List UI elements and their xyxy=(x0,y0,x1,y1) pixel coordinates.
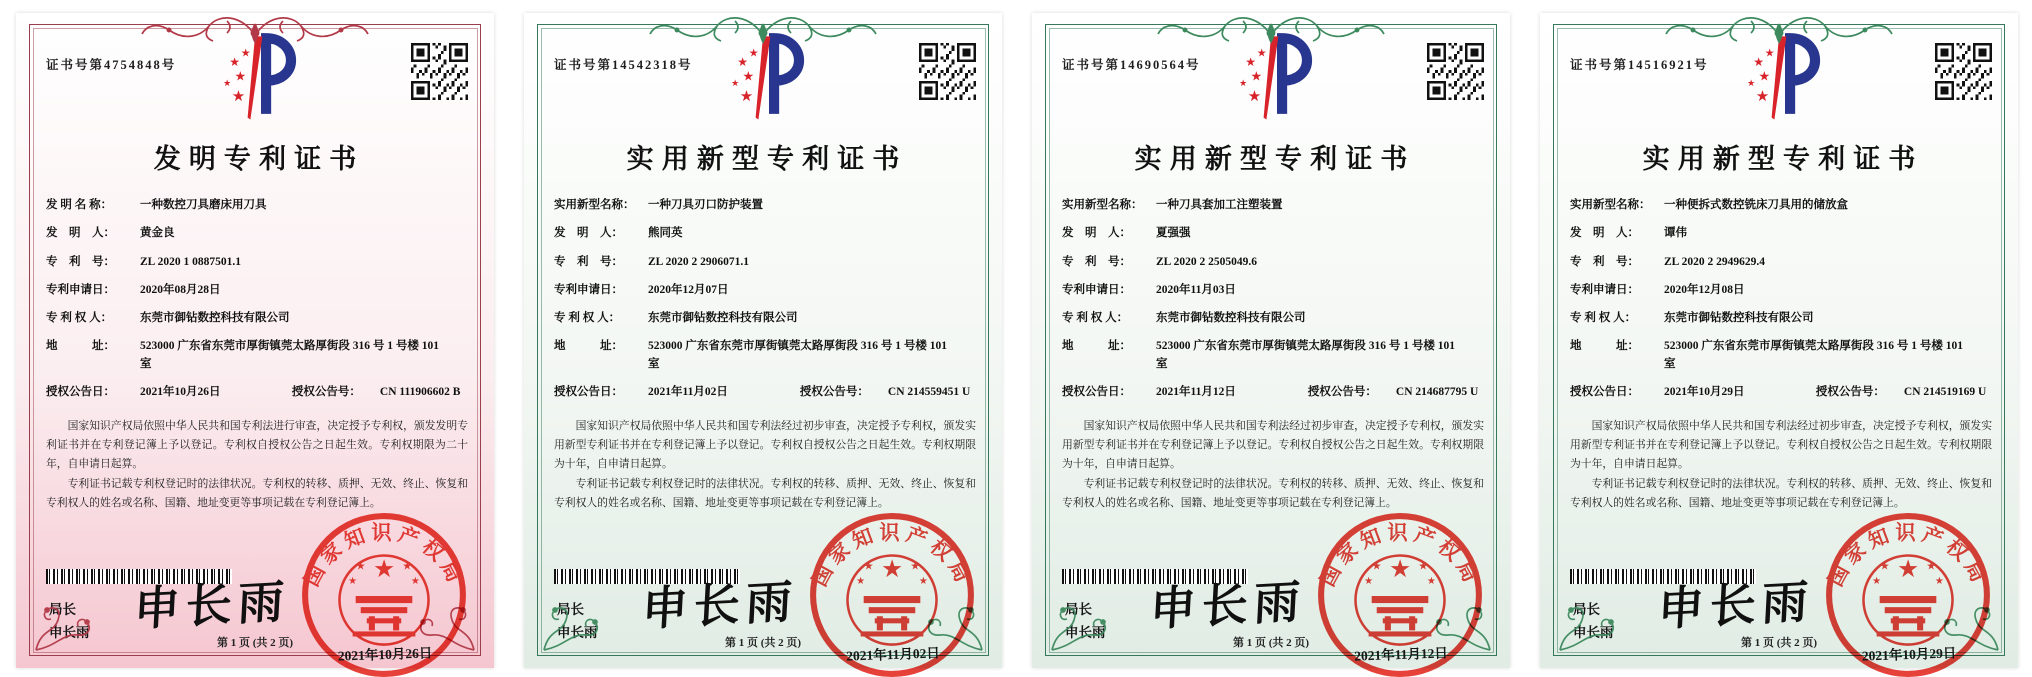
seal-org-text: 国家知识产权局 xyxy=(300,522,468,591)
body-paragraph: 国家知识产权局依照中华人民共和国专利法经过初步审查，决定授予专利权，颁发实用新型专利证书并在专利登记簿上予以登记。专利权自授权公告之日起生效。专利权期限为十年，自申请日起算。 xyxy=(554,420,976,471)
director-signature: 申长雨 xyxy=(640,575,800,636)
address-line1: 523000 广东省东莞市厚街镇莞太路厚街段 316 号 1 号楼 101 xyxy=(648,340,947,353)
field-value: 夏强强 xyxy=(1156,227,1191,240)
svg-text:★: ★ xyxy=(1755,89,1770,105)
seal-org-text: 国家知识产权局 xyxy=(808,522,976,591)
field-row-patentee xyxy=(46,310,470,327)
field-value: 2020年08月28日 xyxy=(140,283,221,296)
field-label: 授权公告日： xyxy=(46,385,115,398)
svg-text:★: ★ xyxy=(742,68,755,84)
director-name: 申长雨 xyxy=(557,624,598,640)
director-title: 局长 xyxy=(1065,602,1092,617)
svg-text:★: ★ xyxy=(910,560,921,573)
svg-text:★: ★ xyxy=(1764,47,1775,60)
director-signature: 申长雨 xyxy=(1148,575,1308,636)
director-name: 申长雨 xyxy=(1065,624,1106,640)
field-row-invention-name xyxy=(46,197,470,214)
certificate-number: 证书号第14690564号 xyxy=(1062,58,1201,72)
patent-certificate xyxy=(0,0,508,677)
page-footer: 第 1 页 (共 2 页) xyxy=(724,637,802,649)
field-row-filing-date xyxy=(554,282,978,299)
corner-flourish-icon xyxy=(32,588,98,654)
field-row-patentee xyxy=(1570,310,1994,327)
certificate-title: 实用新型专利证书 xyxy=(1134,144,1416,174)
field-label: 专利申请日： xyxy=(554,283,623,296)
address-line2: 室 xyxy=(648,357,660,370)
certificate-title: 实用新型专利证书 xyxy=(626,144,908,174)
field-label: 地 址： xyxy=(554,340,623,353)
field-value: 2020年11月03日 xyxy=(1156,283,1236,296)
svg-text:★: ★ xyxy=(231,89,246,105)
page-footer: 第 1 页 (共 2 页) xyxy=(216,637,294,649)
field-label: 发 明 名 称： xyxy=(46,199,113,211)
field-label: 专 利 权 人： xyxy=(1062,312,1129,324)
patent-certificate xyxy=(1524,0,2032,677)
seal-date: 2021年10月26日 xyxy=(337,645,433,664)
body-paragraph: 专利证书记载专利权登记时的法律状况。专利权的转移、质押、无效、终止、恢复和专利权人的姓名或名称、国籍、地址变更等事项记载在专利登记簿上。 xyxy=(554,477,976,509)
field-value: 一种便拆式数控铣床刀具用的储放盒 xyxy=(1664,199,1848,211)
field-label: 专利申请日： xyxy=(1062,283,1131,296)
field-label: 专 利 权 人： xyxy=(1570,312,1637,324)
body-paragraph: 专利证书记载专利权登记时的法律状况。专利权的转移、质押、无效、终止、恢复和专利权人的姓名或名称、国籍、地址变更等事项记载在专利登记簿上。 xyxy=(46,477,468,509)
field-label: 专 利 号： xyxy=(554,255,623,268)
address-line1: 523000 广东省东莞市厚街镇莞太路厚街段 316 号 1 号楼 101 xyxy=(1156,340,1455,353)
svg-text:★: ★ xyxy=(240,47,251,60)
svg-text:★: ★ xyxy=(1247,89,1262,105)
svg-text:★: ★ xyxy=(1934,575,1944,587)
certificate-fields xyxy=(46,197,470,412)
body-paragraph: 国家知识产权局依照中华人民共和国专利法经过初步审查，决定授予专利权，颁发实用新型专利证书并在专利登记簿上予以登记。专利权自授权公告之日起生效。专利权期限为十年，自申请日起算。 xyxy=(1062,420,1484,471)
field-label: 地 址： xyxy=(46,340,115,353)
svg-text:★: ★ xyxy=(223,78,232,89)
field-value: CN 214519169 U xyxy=(1903,385,1987,398)
seal-date: 2021年11月12日 xyxy=(1353,645,1449,664)
svg-text:★: ★ xyxy=(731,78,740,89)
field-value: 2020年12月07日 xyxy=(648,283,729,296)
field-row-inventor xyxy=(46,225,470,242)
svg-text:★: ★ xyxy=(410,575,420,587)
field-row-address xyxy=(46,338,470,373)
field-row-invention-name xyxy=(1570,197,1994,214)
qr-code xyxy=(1427,43,1484,100)
svg-text:★: ★ xyxy=(918,575,928,587)
top-floral-ornament-icon xyxy=(1663,9,1895,55)
field-row-invention-name xyxy=(1062,197,1486,214)
field-value: 东莞市御钻数控科技有限公司 xyxy=(1664,312,1814,324)
certificate-number: 证书号第14516921号 xyxy=(1570,58,1709,72)
field-value xyxy=(140,338,470,373)
svg-text:★: ★ xyxy=(1371,560,1382,573)
field-row-filing-date xyxy=(46,282,470,299)
svg-text:★: ★ xyxy=(1250,68,1263,84)
field-value: 东莞市御钻数控科技有限公司 xyxy=(1156,312,1306,324)
field-value: ZL 2020 2 2505049.6 xyxy=(1156,255,1257,268)
qr-code xyxy=(1935,43,1992,100)
field-value: 熊同英 xyxy=(648,227,683,240)
certificate-paper xyxy=(1032,13,1510,668)
certificate-fields xyxy=(1570,197,1994,412)
qr-code xyxy=(411,43,468,100)
svg-text:★: ★ xyxy=(1239,78,1248,89)
field-row-grant xyxy=(46,384,470,401)
field-label: 发 明 人： xyxy=(46,227,115,240)
seal-date: 2021年11月02日 xyxy=(845,645,941,664)
national-emblem-icon xyxy=(1355,556,1444,645)
svg-text:★: ★ xyxy=(348,575,358,587)
certificate-paper xyxy=(524,13,1002,668)
field-label: 发 明 人： xyxy=(1570,227,1639,240)
svg-text:★: ★ xyxy=(229,54,241,69)
field-row-inventor xyxy=(554,225,978,242)
address-line2: 室 xyxy=(1156,357,1168,370)
field-row-invention-name xyxy=(554,197,978,214)
field-value: 黄金良 xyxy=(140,227,175,240)
field-value: 2021年11月12日 xyxy=(1156,385,1236,398)
patent-certificate xyxy=(508,0,1016,677)
field-label: 授权公告日： xyxy=(554,385,623,398)
director-title: 局长 xyxy=(557,602,584,617)
legal-text xyxy=(1062,417,1484,513)
field-row-patent-number xyxy=(1570,254,1994,271)
svg-text:★: ★ xyxy=(1758,68,1771,84)
director-name: 申长雨 xyxy=(49,624,90,640)
field-label: 授权公告号： xyxy=(1307,385,1377,398)
field-value: 2020年12月08日 xyxy=(1664,283,1745,296)
svg-text:★: ★ xyxy=(748,47,759,60)
field-label: 专 利 权 人： xyxy=(554,312,621,324)
field-value: CN 214559451 U xyxy=(887,385,971,398)
svg-text:★: ★ xyxy=(856,575,866,587)
body-paragraph: 国家知识产权局依照中华人民共和国专利法进行审查，决定授予专利权，颁发发明专利证书并在专利登记簿上予以登记。专利权自授权公告之日起生效。专利权期限为二十年，自申请日起算。 xyxy=(46,420,468,471)
field-value: 一种数控刀具磨床用刀具 xyxy=(140,199,267,211)
field-value: 东莞市御钻数控科技有限公司 xyxy=(648,312,798,324)
svg-text:★: ★ xyxy=(373,555,395,583)
director-signature: 申长雨 xyxy=(1656,575,1816,636)
address-line2: 室 xyxy=(140,357,152,370)
svg-text:★: ★ xyxy=(1256,47,1267,60)
legal-text xyxy=(554,417,976,513)
svg-text:★: ★ xyxy=(1418,560,1429,573)
certificate-fields xyxy=(1062,197,1486,412)
field-value xyxy=(648,338,978,373)
director-title: 局长 xyxy=(1573,602,1600,617)
svg-text:★: ★ xyxy=(234,68,247,84)
field-value xyxy=(1664,338,1994,373)
field-value: ZL 2020 2 2906071.1 xyxy=(648,255,749,268)
legal-text xyxy=(46,417,468,513)
field-label: 地 址： xyxy=(1062,340,1131,353)
field-label: 发 明 人： xyxy=(1062,227,1131,240)
field-row-patent-number xyxy=(1062,254,1486,271)
field-label: 专 利 号： xyxy=(1570,255,1639,268)
field-label: 实用新型名称： xyxy=(1570,199,1651,211)
field-row-patent-number xyxy=(46,254,470,271)
address-line1: 523000 广东省东莞市厚街镇莞太路厚街段 316 号 1 号楼 101 xyxy=(140,340,439,353)
field-value: CN 214687795 U xyxy=(1395,385,1479,398)
svg-text:★: ★ xyxy=(1926,560,1937,573)
page-footer: 第 1 页 (共 2 页) xyxy=(1740,637,1818,649)
qr-code xyxy=(919,43,976,100)
field-value: 2021年10月26日 xyxy=(140,385,221,398)
body-paragraph: 国家知识产权局依照中华人民共和国专利法经过初步审查，决定授予专利权，颁发实用新型专利证书并在专利登记簿上予以登记。专利权自授权公告之日起生效。专利权期限为十年，自申请日起算。 xyxy=(1570,420,1992,471)
body-paragraph: 专利证书记载专利权登记时的法律状况。专利权的转移、质押、无效、终止、恢复和专利权人的姓名或名称、国籍、地址变更等事项记载在专利登记簿上。 xyxy=(1062,477,1484,509)
field-label: 实用新型名称： xyxy=(1062,199,1143,211)
svg-text:★: ★ xyxy=(881,555,903,583)
field-row-address xyxy=(1570,338,1994,373)
field-label: 专利申请日： xyxy=(46,283,115,296)
svg-text:★: ★ xyxy=(863,560,874,573)
corner-flourish-icon xyxy=(540,588,606,654)
field-value: 一种刀具刃口防护装置 xyxy=(648,199,763,211)
certificate-number: 证书号第4754848号 xyxy=(46,58,177,72)
seal-org-text: 国家知识产权局 xyxy=(1824,522,1992,591)
field-label: 专 利 号： xyxy=(1062,255,1131,268)
field-label: 授权公告日： xyxy=(1062,385,1131,398)
top-floral-ornament-icon xyxy=(139,9,371,55)
field-value: ZL 2020 2 2949629.4 xyxy=(1664,255,1765,268)
certificate-fields xyxy=(554,197,978,412)
field-value: 东莞市御钻数控科技有限公司 xyxy=(140,312,290,324)
national-emblem-icon xyxy=(339,556,428,645)
seal-org-text: 国家知识产权局 xyxy=(1316,522,1484,591)
field-label: 实用新型名称： xyxy=(554,199,635,211)
field-value: 一种刀具套加工注塑装置 xyxy=(1156,199,1283,211)
svg-text:★: ★ xyxy=(1897,555,1919,583)
address-line1: 523000 广东省东莞市厚街镇莞太路厚街段 316 号 1 号楼 101 xyxy=(1664,340,1963,353)
svg-text:★: ★ xyxy=(1245,54,1257,69)
field-row-filing-date xyxy=(1062,282,1486,299)
top-floral-ornament-icon xyxy=(647,9,879,55)
certificate-title: 发明专利证书 xyxy=(153,144,365,174)
field-label: 授权公告日： xyxy=(1570,385,1639,398)
field-label: 授权公告号： xyxy=(291,385,361,398)
field-value: CN 111906602 B xyxy=(379,385,461,398)
svg-text:★: ★ xyxy=(355,560,366,573)
svg-text:★: ★ xyxy=(737,54,749,69)
certificate-number: 证书号第14542318号 xyxy=(554,58,693,72)
field-value: 2021年11月02日 xyxy=(648,385,728,398)
legal-text xyxy=(1570,417,1992,513)
field-row-grant xyxy=(1570,384,1994,401)
certificate-title: 实用新型专利证书 xyxy=(1642,144,1924,174)
field-label: 发 明 人： xyxy=(554,227,623,240)
seal-date: 2021年10月29日 xyxy=(1861,645,1957,664)
svg-text:★: ★ xyxy=(1872,575,1882,587)
field-label: 授权公告号： xyxy=(799,385,869,398)
top-floral-ornament-icon xyxy=(1155,9,1387,55)
field-label: 专 利 权 人： xyxy=(46,312,113,324)
field-value: 2021年10月29日 xyxy=(1664,385,1745,398)
field-row-patent-number xyxy=(554,254,978,271)
certificate-paper xyxy=(1540,13,2018,668)
field-label: 地 址： xyxy=(1570,340,1639,353)
field-row-address xyxy=(1062,338,1486,373)
svg-text:★: ★ xyxy=(1389,555,1411,583)
svg-text:★: ★ xyxy=(1364,575,1374,587)
field-row-patentee xyxy=(1062,310,1486,327)
field-label: 授权公告号： xyxy=(1815,385,1885,398)
patent-certificate xyxy=(1016,0,1524,677)
field-row-patentee xyxy=(554,310,978,327)
certificate-paper xyxy=(16,13,494,668)
svg-text:★: ★ xyxy=(1879,560,1890,573)
director-name: 申长雨 xyxy=(1573,624,1614,640)
field-value xyxy=(1156,338,1486,373)
field-row-inventor xyxy=(1062,225,1486,242)
field-row-filing-date xyxy=(1570,282,1994,299)
svg-text:★: ★ xyxy=(402,560,413,573)
field-row-grant xyxy=(554,384,978,401)
field-label: 专 利 号： xyxy=(46,255,115,268)
field-row-address xyxy=(554,338,978,373)
svg-text:★: ★ xyxy=(1747,78,1756,89)
svg-text:★: ★ xyxy=(1753,54,1765,69)
corner-flourish-icon xyxy=(1048,588,1114,654)
director-signature: 申长雨 xyxy=(132,575,292,636)
field-value: ZL 2020 1 0887501.1 xyxy=(140,255,241,268)
national-emblem-icon xyxy=(1863,556,1952,645)
corner-flourish-icon xyxy=(1556,588,1622,654)
svg-text:★: ★ xyxy=(1426,575,1436,587)
address-line2: 室 xyxy=(1664,357,1676,370)
director-title: 局长 xyxy=(49,602,76,617)
field-value: 谭伟 xyxy=(1664,227,1687,240)
body-paragraph: 专利证书记载专利权登记时的法律状况。专利权的转移、质押、无效、终止、恢复和专利权人的姓名或名称、国籍、地址变更等事项记载在专利登记簿上。 xyxy=(1570,477,1992,509)
field-row-grant xyxy=(1062,384,1486,401)
national-emblem-icon xyxy=(847,556,936,645)
svg-text:★: ★ xyxy=(739,89,754,105)
field-label: 专利申请日： xyxy=(1570,283,1639,296)
page-footer: 第 1 页 (共 2 页) xyxy=(1232,637,1310,649)
field-row-inventor xyxy=(1570,225,1994,242)
